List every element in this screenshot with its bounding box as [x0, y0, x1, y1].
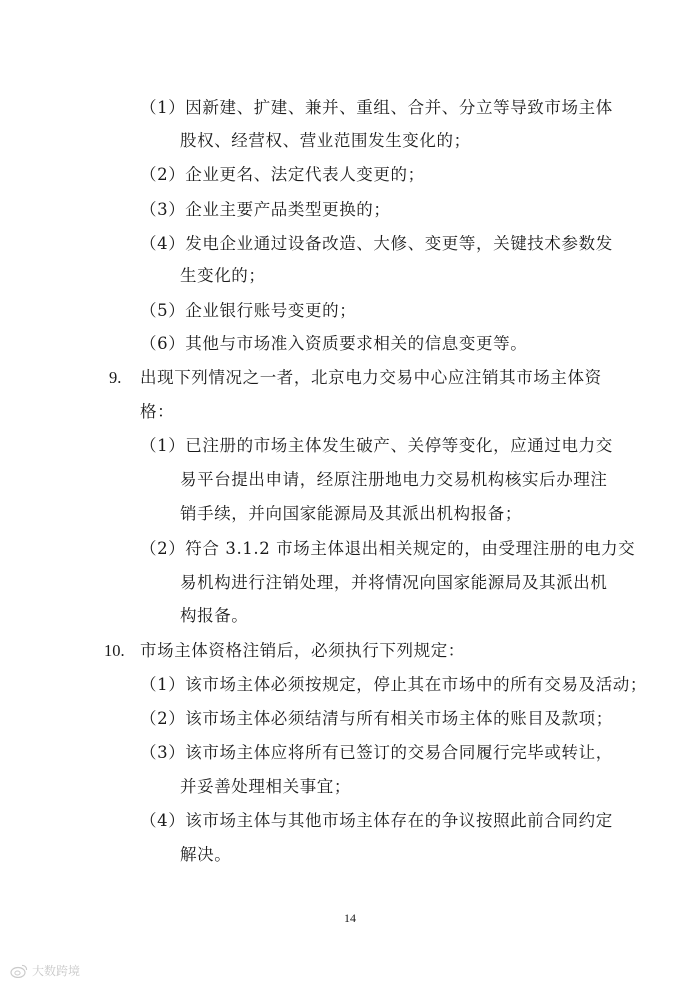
watermark-text: 大数跨境 [32, 964, 81, 978]
list-item: （2）符合 3.1.2 市场主体退出相关规定的，由受理注册的电力交 [140, 539, 636, 558]
list-item: （1）该市场主体必须按规定，停止其在市场中的所有交易及活动； [140, 675, 647, 694]
list-item: （1）因新建、扩建、兼并、重组、合并、分立等导致市场主体 [140, 98, 613, 117]
watermark [10, 962, 80, 979]
list-item-continuation: 销手续，并向国家能源局及其派出机构报备； [180, 504, 522, 523]
list-item: （2）该市场主体必须结清与所有相关市场主体的账目及款项； [140, 709, 613, 728]
list-item: （3）该市场主体应将所有已签订的交易合同履行完毕或转让， [140, 743, 613, 762]
list-item-continuation: 并妥善处理相关事宜； [180, 777, 351, 796]
list-item: （6）其他与市场准入资质要求相关的信息变更等。 [140, 334, 528, 353]
list-item-continuation: 构报备。 [180, 606, 249, 625]
list-item: （4）该市场主体与其他市场主体存在的争议按照此前合同约定 [140, 811, 613, 830]
list-item-continuation: 解决。 [180, 845, 232, 864]
list-item: （1）已注册的市场主体发生破产、关停等变化，应通过电力交 [140, 436, 613, 455]
list-item-continuation: 股权、经营权、营业范围发生变化的； [180, 131, 471, 150]
list-item: （2）企业更名、法定代表人变更的； [140, 165, 425, 184]
weibo-icon [10, 964, 28, 978]
item-number: 10. [104, 641, 125, 660]
list-item-continuation: 易平台提出申请，经原注册地电力交易机构核实后办理注 [180, 470, 608, 489]
page-number: 14 [344, 911, 356, 925]
paragraph-continuation: 格： [140, 402, 175, 421]
list-item-continuation: 易机构进行注销处理，并将情况向国家能源局及其派出机 [180, 573, 608, 592]
list-item: （3）企业主要产品类型更换的； [140, 200, 391, 219]
paragraph: 市场主体资格注销后，必须执行下列规定： [140, 641, 465, 660]
item-number: 9. [109, 368, 122, 387]
list-item: （5）企业银行账号变更的； [140, 301, 357, 320]
paragraph: 出现下列情况之一者，北京电力交易中心应注销其市场主体资 [140, 368, 602, 387]
list-item: （4）发电企业通过设备改造、大修、变更等，关键技术参数发 [140, 234, 613, 253]
list-item-continuation: 生变化的； [180, 266, 266, 285]
